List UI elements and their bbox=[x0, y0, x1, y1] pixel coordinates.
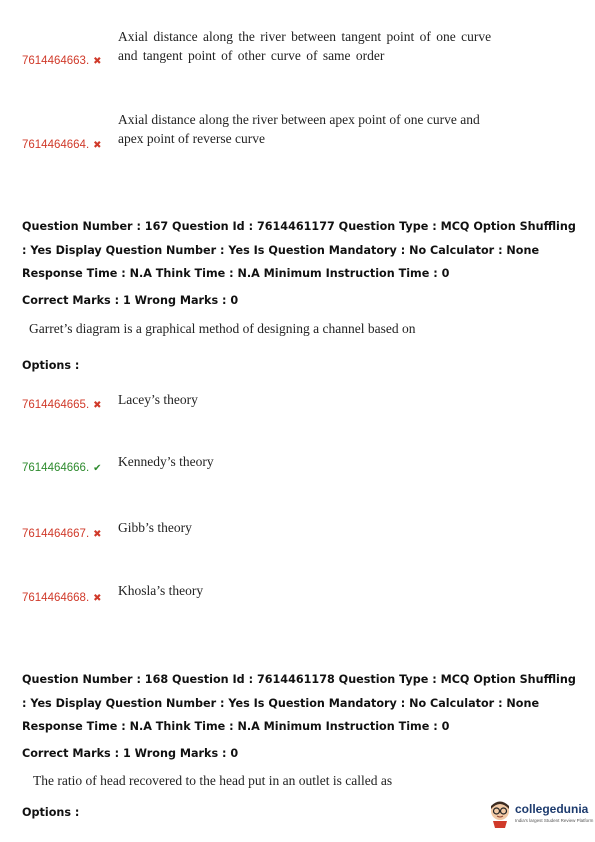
cross-icon: ✖ bbox=[93, 593, 102, 604]
option-text: Khosla’s theory bbox=[118, 583, 204, 598]
option-id: 7614464666. ✔ bbox=[22, 462, 102, 474]
option-text: Axial distance along the river between apex point of one curve and apex point of reverse curve bbox=[118, 112, 480, 146]
option-id: 7614464668. ✖ bbox=[22, 592, 102, 604]
option-text: Axial distance along the river between tangent point of one curve and tangent point of other curve of same order bbox=[118, 29, 492, 63]
logo-name: collegedunia bbox=[515, 802, 589, 816]
question-meta: Question Number : 167 Question Id : 7614461177 Question Type : MCQ Option Shuffling : Yes Display Question Number : Yes Is Question Mandatory : No Calculator : None Response Time : N.A Think Time : N.A Minimum Instruction Time : 0 bbox=[22, 220, 576, 280]
collegedunia-logo bbox=[488, 797, 592, 831]
option-id: 7614464667. ✖ bbox=[22, 528, 102, 540]
cross-icon: ✖ bbox=[93, 56, 102, 67]
logo-tagline: India's largest Student Review Platform bbox=[515, 818, 594, 823]
question-marks: Correct Marks : 1 Wrong Marks : 0 bbox=[22, 747, 239, 760]
option-id: 7614464664. ✖ bbox=[22, 139, 102, 151]
option-text: Lacey’s theory bbox=[118, 392, 198, 407]
option-id: 7614464663. ✖ bbox=[22, 55, 102, 67]
question-meta: Question Number : 168 Question Id : 7614461178 Question Type : MCQ Option Shuffling : Yes Display Question Number : Yes Is Question Mandatory : No Calculator : None Response Time : N.A Think Time : N.A Minimum Instruction Time : 0 bbox=[22, 673, 576, 733]
question-text: The ratio of head recovered to the head put in an outlet is called as bbox=[33, 773, 393, 788]
options-label: Options : bbox=[22, 359, 80, 372]
mascot-icon bbox=[488, 799, 512, 829]
cross-icon: ✖ bbox=[93, 529, 102, 540]
cross-icon: ✖ bbox=[93, 140, 102, 151]
options-label: Options : bbox=[22, 806, 80, 819]
option-id: 7614464665. ✖ bbox=[22, 399, 102, 411]
option-text: Gibb’s theory bbox=[118, 520, 192, 535]
option-text: Kennedy’s theory bbox=[118, 454, 214, 469]
check-icon: ✔ bbox=[93, 463, 102, 474]
cross-icon: ✖ bbox=[93, 400, 102, 411]
question-text: Garret’s diagram is a graphical method of designing a channel based on bbox=[29, 321, 416, 336]
question-marks: Correct Marks : 1 Wrong Marks : 0 bbox=[22, 294, 239, 307]
